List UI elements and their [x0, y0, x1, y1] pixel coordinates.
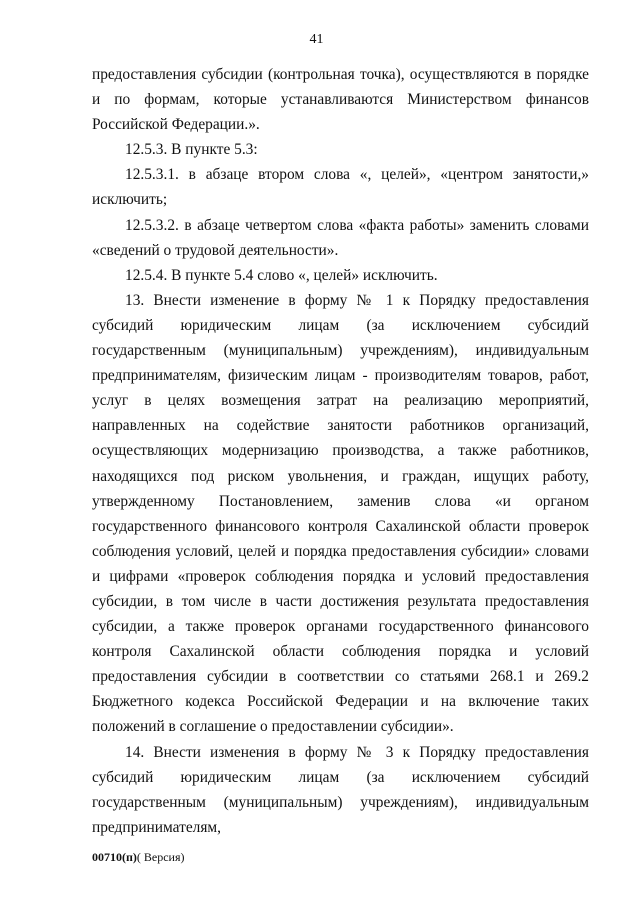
document-body	[92, 62, 589, 840]
paragraph-14: 14. Внести изменения в форму № 3 к Порядку предоставления субсидий юридическим лицам (за исключением субсидий государственным (муниципальным) учреждениям), индивидуальным предпринимателям,	[92, 743, 589, 836]
paragraph-13: 13. Внести изменение в форму № 1 к Порядку предоставления субсидий юридическим лицам (за исключением субсидий государственным (муниципальным) учреждениям), индивидуальным предпринимателям, физическим лицам - производителям товаров, работ, услуг в целях возмещения затрат на реализацию мероприятий, направленных на содействие занятости работников организаций, осуществляющих модернизацию производства, а также работников, находящихся под риском увольнения, и граждан, ищущих работу, утвержденному Постановлением, заменив слова «и органом государственного финансового контроля Сахалинской области проверок соблюдения условий, целей и порядка предоставления субсидии» словами и цифрами «проверок соблюдения порядка и условий предоставления субсидии, в том числе в части достижения результата предоставления субсидии, а также проверок органами государственного финансового контроля Сахалинской области соблюдения порядка и условий предоставления субсидии в соответствии со статьями 268.1 и 269.2 Бюджетного кодекса Российской Федерации и на включение таких положений в соглашение о предоставлении субсидии».	[92, 291, 589, 736]
paragraph-12-5-3: 12.5.3. В пункте 5.3:	[125, 141, 258, 159]
footer	[92, 850, 185, 865]
paragraph-continuation: предоставления субсидии (контрольная точка), осуществляются в порядке и по формам, которые устанавливаются Министерством финансов Российской Федерации.».	[92, 66, 589, 134]
page-number: 41	[309, 32, 324, 47]
paragraph-12-5-3-2: 12.5.3.2. в абзаце четвертом слова «факта работы» заменить словами «сведений о трудовой деятельности».	[92, 216, 589, 259]
paragraph-12-5-3-1: 12.5.3.1. в абзаце втором слова «, целей», «центром занятости,» исключить;	[92, 166, 589, 209]
document-version: ( Версия)	[136, 850, 185, 864]
document-code: 00710(п)	[92, 850, 137, 864]
paragraph-12-5-4: 12.5.4. В пункте 5.4 слово «, целей» исключить.	[125, 266, 438, 284]
